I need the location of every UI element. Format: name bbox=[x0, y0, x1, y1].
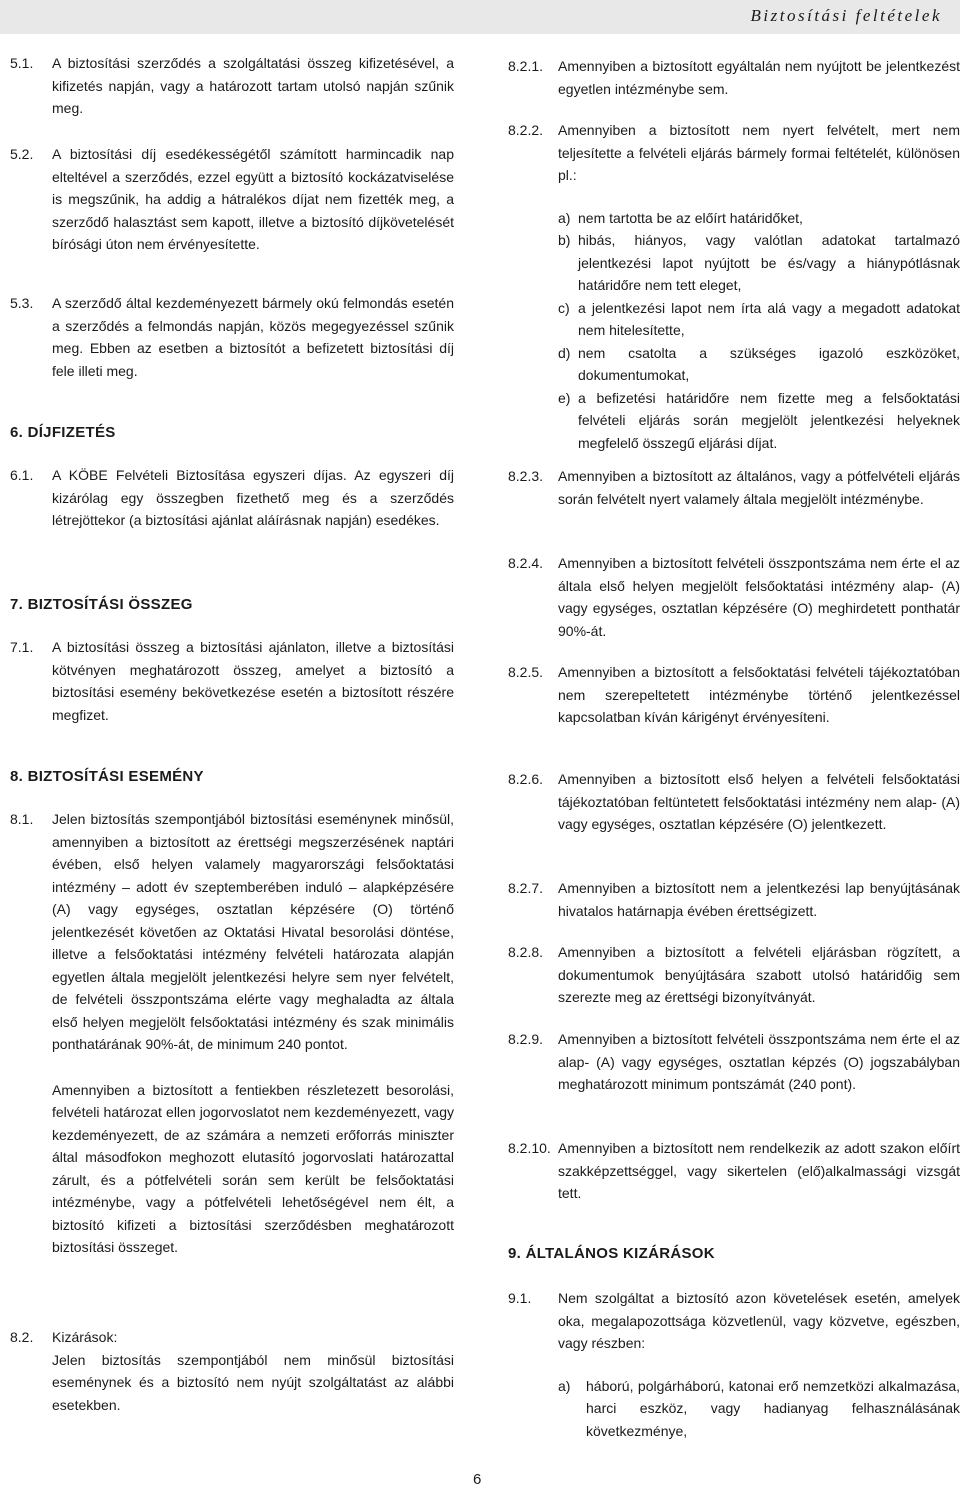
section-text: Amennyiben a biztosított első helyen a felvételi felsőoktatási tájékoztatóban feltüntetett felsőoktatási intézmény nem alap- (A) vagy egységes, osztatlan képzésére (O) jelentkezett. bbox=[558, 771, 960, 832]
section-text: Amennyiben a biztosított egyáltalán nem nyújtott be jelentkezést egyetlen intézménybe sem. bbox=[558, 58, 960, 97]
section-number: 8.2.8. bbox=[508, 944, 544, 960]
section-number: 8.2.6. bbox=[508, 771, 544, 787]
heading-7: 7. BIZTOSÍTÁSI ÖSSZEG bbox=[10, 596, 193, 613]
section-text: A biztosítási díj esedékességétől számított harmincadik nap elteltével a szerződés, ezzel együtt a biztosító kockázatviselése is megszűnik, ha addig a hátralékos díjat nem fizették meg, a szerződő halasztást sem kapott, illetve a biztosító díjkövetelését bírósági úton nem érvényesítette. bbox=[52, 146, 454, 252]
section-8-2-9 bbox=[508, 1028, 960, 1096]
list-item bbox=[558, 207, 960, 230]
section-8-2-7 bbox=[508, 877, 960, 922]
section-text: Amennyiben a biztosított az általános, vagy a pótfelvételi eljárás során felvételt nyert valamely általa megjelölt intézménybe. bbox=[558, 468, 960, 507]
section-text: Nem szolgáltat a biztosító azon követelések esetén, amelyek oka, megalapozottsága közvetlenül, vagy közvetve, egészben, vagy részben: bbox=[558, 1290, 960, 1351]
section-text: Jelen biztosítás szempontjából biztosítási eseménynek minősül, amennyiben a biztosított az érettségi megszerzésének naptári évében, első helyen valamely magyarországi felsőoktatási intézmény – adott év szeptemberében induló – alapképzésére (A) vagy egységes, osztatlan képzésére (O) történő jelentkezését követően az Oktatási Hivatal besorolási döntése, illetve a felsőoktatási intézmény felvételi határozata alapján egyetlen általa megjelölt jelentkezési helyre sem nyer felvételt, de felvételi összpontszáma elérte vagy meghaladta az általa első helyen megjelölt felsőoktatási intézmény és szak minimális ponthatárának 90%-át, de minimum 240 pontot. bbox=[52, 811, 454, 1052]
list-item-text: a befizetési határidőre nem fizette meg a felsőoktatási felvételi eljárás során megjelölt jelentkezési helyeknek megfelelő összegű eljárási díjat. bbox=[578, 389, 960, 451]
section-8-2-5 bbox=[508, 661, 960, 729]
section-8-1 bbox=[10, 808, 454, 1259]
section-number: 8.2.1. bbox=[508, 58, 544, 74]
section-number: 8.2.5. bbox=[508, 664, 544, 680]
list-item-label: c) bbox=[558, 299, 570, 316]
section-8-2-2 bbox=[508, 119, 960, 454]
heading-8: 8. BIZTOSÍTÁSI ESEMÉNY bbox=[10, 768, 204, 785]
list-item bbox=[558, 229, 960, 297]
section-text: Amennyiben a biztosított a felsőoktatási felvételi tájékoztatóban nem szerepeltetett intézménybe történő jelentkezéssel kapcsolatban kíván kárigényt érvényesíteni. bbox=[558, 664, 960, 725]
section-text-continued: Amennyiben a biztosított a fentiekben részletezett besorolási, felvételi határozat ellen jogorvoslatot nem kezdeményezett, vagy kezdeményezett, de az számára a nemzeti erőforrás miniszter által másodfokon meghozott elutasító jogorvoslati határozattal zárult, és a pótfelvételi során sem került be felsőoktatási intézménybe, vagy a pótfelvételi lehetőségével nem élt, a biztosító kifizeti a biztosítási szerződésben meghatározott biztosítási összeget. bbox=[52, 1081, 454, 1255]
section-5-3 bbox=[10, 292, 454, 382]
section-text: A biztosítási összeg a biztosítási ajánlaton, illetve a biztosítási kötvényen meghatározott összeg, amelyet a biztosító a biztosítási esemény bekövetkezése esetén a biztosított részére megfizet. bbox=[52, 639, 454, 723]
list-item-label: a) bbox=[558, 209, 571, 226]
section-text: Amennyiben a biztosított a felvételi eljárásban rögzített, a dokumentumok benyújtására szabott utolsó határidőig sem szerezte meg az érettségi bizonyítványát. bbox=[558, 944, 960, 1005]
list-item-text: a jelentkezési lapot nem írta alá vagy a megadott adatokat nem hitelesítette, bbox=[578, 299, 960, 338]
section-text: Amennyiben a biztosított nem a jelentkezési lap benyújtásának hivatalos határnapja évében érettségizett. bbox=[558, 880, 960, 919]
section-number: 8.1. bbox=[10, 811, 34, 827]
header-title: Biztosítási feltételek bbox=[750, 6, 942, 25]
section-number: 5.3. bbox=[10, 295, 34, 311]
section-text: Amennyiben a biztosított felvételi összpontszáma nem érte el az alap- (A) vagy egységes, osztatlan képzés (O) jogszabályban meghatározott minimum pontszámát (240 pont). bbox=[558, 1031, 960, 1092]
section-title: Kizárások: bbox=[52, 1329, 118, 1345]
section-number: 8.2.4. bbox=[508, 555, 544, 571]
section-text: Amennyiben a biztosított felvételi összpontszáma nem érte el az általa első helyen megjelölt felsőoktatási intézmény alap- (A) vagy egységes, osztatlan képzésére (O) meghirdetett ponthatár 90%-át. bbox=[558, 555, 960, 639]
section-number: 8.2. bbox=[10, 1329, 34, 1345]
list-item bbox=[558, 297, 960, 342]
section-text: Jelen biztosítás szempontjából nem minősül biztosítási eseménynek és a biztosító nem nyújt szolgáltatást az alábbi esetekben. bbox=[52, 1351, 454, 1413]
header-band bbox=[0, 0, 960, 34]
condition-list bbox=[558, 207, 960, 455]
section-text: Amennyiben a biztosított nem nyert felvételt, mert nem teljesítette a felvételi eljárás bármely formai feltételét, különösen pl.: bbox=[558, 122, 960, 183]
section-number: 8.2.9. bbox=[508, 1031, 544, 1047]
section-number: 8.2.2. bbox=[508, 122, 544, 138]
list-item-text: nem csatolta a szükséges igazoló eszközöket, dokumentumokat, bbox=[578, 344, 960, 383]
list-item bbox=[558, 342, 960, 387]
section-number: 5.1. bbox=[10, 55, 34, 71]
section-9-1 bbox=[508, 1287, 960, 1442]
section-6-1 bbox=[10, 464, 454, 532]
section-5-2 bbox=[10, 143, 454, 256]
section-number: 8.2.10. bbox=[508, 1140, 551, 1156]
section-8-2-10 bbox=[508, 1137, 960, 1205]
list-item-label: e) bbox=[558, 389, 571, 406]
list-item-text: hibás, hiányos, vagy valótlan adatokat tartalmazó jelentkezési lapot nyújtott be és/vagy a hiánypótlásnak határidőre nem tett eleget, bbox=[578, 232, 960, 293]
heading-6: 6. DÍJFIZETÉS bbox=[10, 424, 116, 441]
section-8-2-8 bbox=[508, 941, 960, 1009]
section-number: 8.2.7. bbox=[508, 880, 544, 896]
list-item-label: b) bbox=[558, 232, 571, 248]
section-text: A szerződő által kezdeményezett bármely okú felmondás esetén a szerződés a felmondás napján, közös megegyezéssel szűnik meg. Ebben az esetben a biztosítót a befizetett biztosítási díj fele illeti meg. bbox=[52, 295, 454, 379]
section-8-2-6 bbox=[508, 768, 960, 836]
list-item-label: a) bbox=[558, 1377, 571, 1394]
section-8-2-3 bbox=[508, 465, 960, 510]
section-5-1 bbox=[10, 52, 454, 120]
list-item bbox=[558, 1375, 960, 1443]
section-7-1 bbox=[10, 636, 454, 726]
exclusion-list bbox=[558, 1375, 960, 1443]
section-8-2-4 bbox=[508, 552, 960, 642]
section-text: Amennyiben a biztosított nem rendelkezik az adott szakon előírt szakképzettséggel, vagy sikertelen (elő)alkalmassági vizsgát tett. bbox=[558, 1140, 960, 1201]
section-number: 6.1. bbox=[10, 467, 34, 483]
section-8-2 bbox=[10, 1326, 454, 1416]
section-8-2-1 bbox=[508, 55, 960, 100]
section-number: 8.2.3. bbox=[508, 468, 544, 484]
list-item-text: nem tartotta be az előírt határidőket, bbox=[578, 209, 803, 226]
list-item-text: háború, polgárháború, katonai erő nemzetközi alkalmazása, harci eszköz, vagy hadianyag felhasználásának következménye, bbox=[586, 1377, 960, 1439]
page-number: 6 bbox=[473, 1471, 482, 1488]
list-item-label: d) bbox=[558, 344, 571, 361]
list-item bbox=[558, 387, 960, 455]
heading-9: 9. ÁLTALÁNOS KIZÁRÁSOK bbox=[508, 1245, 715, 1262]
section-text: A biztosítási szerződés a szolgáltatási összeg kifizetésével, a kifizetés napján, vagy a határozott tartam utolsó napján szűnik meg. bbox=[52, 55, 454, 116]
section-number: 9.1. bbox=[508, 1290, 532, 1306]
section-text: A KÖBE Felvételi Biztosítása egyszeri díjas. Az egyszeri díj kizárólag egy összegben fizethető meg és a szerződés létrejöttekor (a biztosítási ajánlat aláírásnak napján) esedékes. bbox=[52, 467, 454, 528]
section-number: 7.1. bbox=[10, 639, 34, 655]
section-number: 5.2. bbox=[10, 146, 34, 162]
